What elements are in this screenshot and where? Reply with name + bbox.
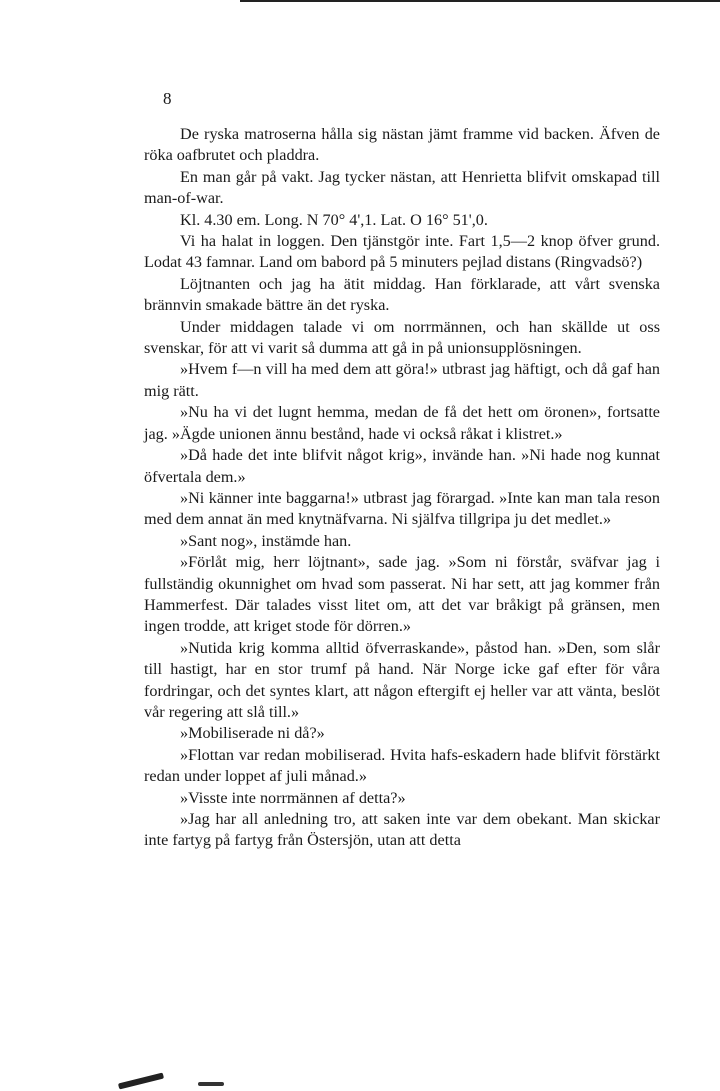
scan-artifact-mark: [118, 1073, 164, 1090]
paragraph: »Flottan var redan mobiliserad. Hvita hafs-eskadern hade blifvit förstärkt redan under loppet af juli månad.»: [144, 745, 660, 786]
paragraph: De ryska matroserna hålla sig nästan jämt framme vid backen. Äfven de röka oafbrutet och pladdra.: [144, 125, 660, 165]
paragraph: »Visste inte norrmännen af detta?»: [180, 788, 406, 807]
paragraph: Under middagen talade vi om norrmännen, och han skällde ut oss svenskar, för att vi varit så dumma att gå in på unionsupplösningen.: [144, 317, 660, 358]
scan-artifact-mark: [198, 1082, 224, 1086]
paragraph: Vi ha halat in loggen. Den tjänstgör inte. Fart 1,5—2 knop öfver grund. Lodat 43 famnar. Land om babord på 5 minuters pejlad distans (Ringvadsö?): [144, 232, 660, 272]
paragraph: »Då hade det inte blifvit något krig», invände han. »Ni hade nog kunnat öfvertala dem.»: [144, 446, 660, 486]
paragraph: »Förlåt mig, herr löjtnant», sade jag. »Som ni förstår, sväfvar jag i fullständig okunnighet om hvad som passerat. Ni har sett, att jag kommer från Hammerfest. Där talades visst litet om, att det var bråkigt på gränsen, men ingen trodde, att kriget stode för dörren.»: [144, 553, 660, 636]
paragraph: »Nutida krig komma alltid öfverraskande», påstod han. »Den, som slår till hastigt, har en stor trumf på hand. När Norge icke gaf efter för våra fordringar, och det syntes klart, att någon eftergift ej heller var att vänta, beslöt vår regering att slå till.»: [144, 638, 660, 721]
page-number: 8: [163, 89, 172, 108]
paragraph: Kl. 4.30 em. Long. N 70° 4',1. Lat. O 16° 51',0.: [180, 210, 488, 229]
body-text: [144, 124, 660, 852]
paragraph: Löjtnanten och jag ha ätit middag. Han förklarade, att vårt svenska brännvin smakade bättre än det ryska.: [144, 274, 660, 315]
paragraph: »Nu ha vi det lugnt hemma, medan de få det hett om öronen», fortsatte jag. »Ägde unionen ännu bestånd, hade vi också råkat i klistret.»: [144, 403, 660, 443]
paragraph: »Jag har all anledning tro, att saken inte var dem obekant. Man skickar inte fartyg på fartyg från Östersjön, utan att detta: [144, 810, 660, 850]
paragraph: »Mobiliserade ni då?»: [180, 724, 325, 743]
paragraph: »Hvem f—n vill ha med dem att göra!» utbrast jag häftigt, och då gaf han mig rätt.: [144, 360, 660, 400]
paragraph: En man går på vakt. Jag tycker nästan, att Henrietta blifvit omskapad till man-of-war.: [144, 167, 660, 208]
paragraph: »Ni känner inte baggarna!» utbrast jag förargad. »Inte kan man tala reson med dem annat än med knytnäfvarna. Ni själfva tillgripa ju det medlet.»: [144, 488, 660, 529]
top-border-rule: [240, 0, 720, 2]
paragraph: »Sant nog», instämde han.: [180, 531, 352, 550]
